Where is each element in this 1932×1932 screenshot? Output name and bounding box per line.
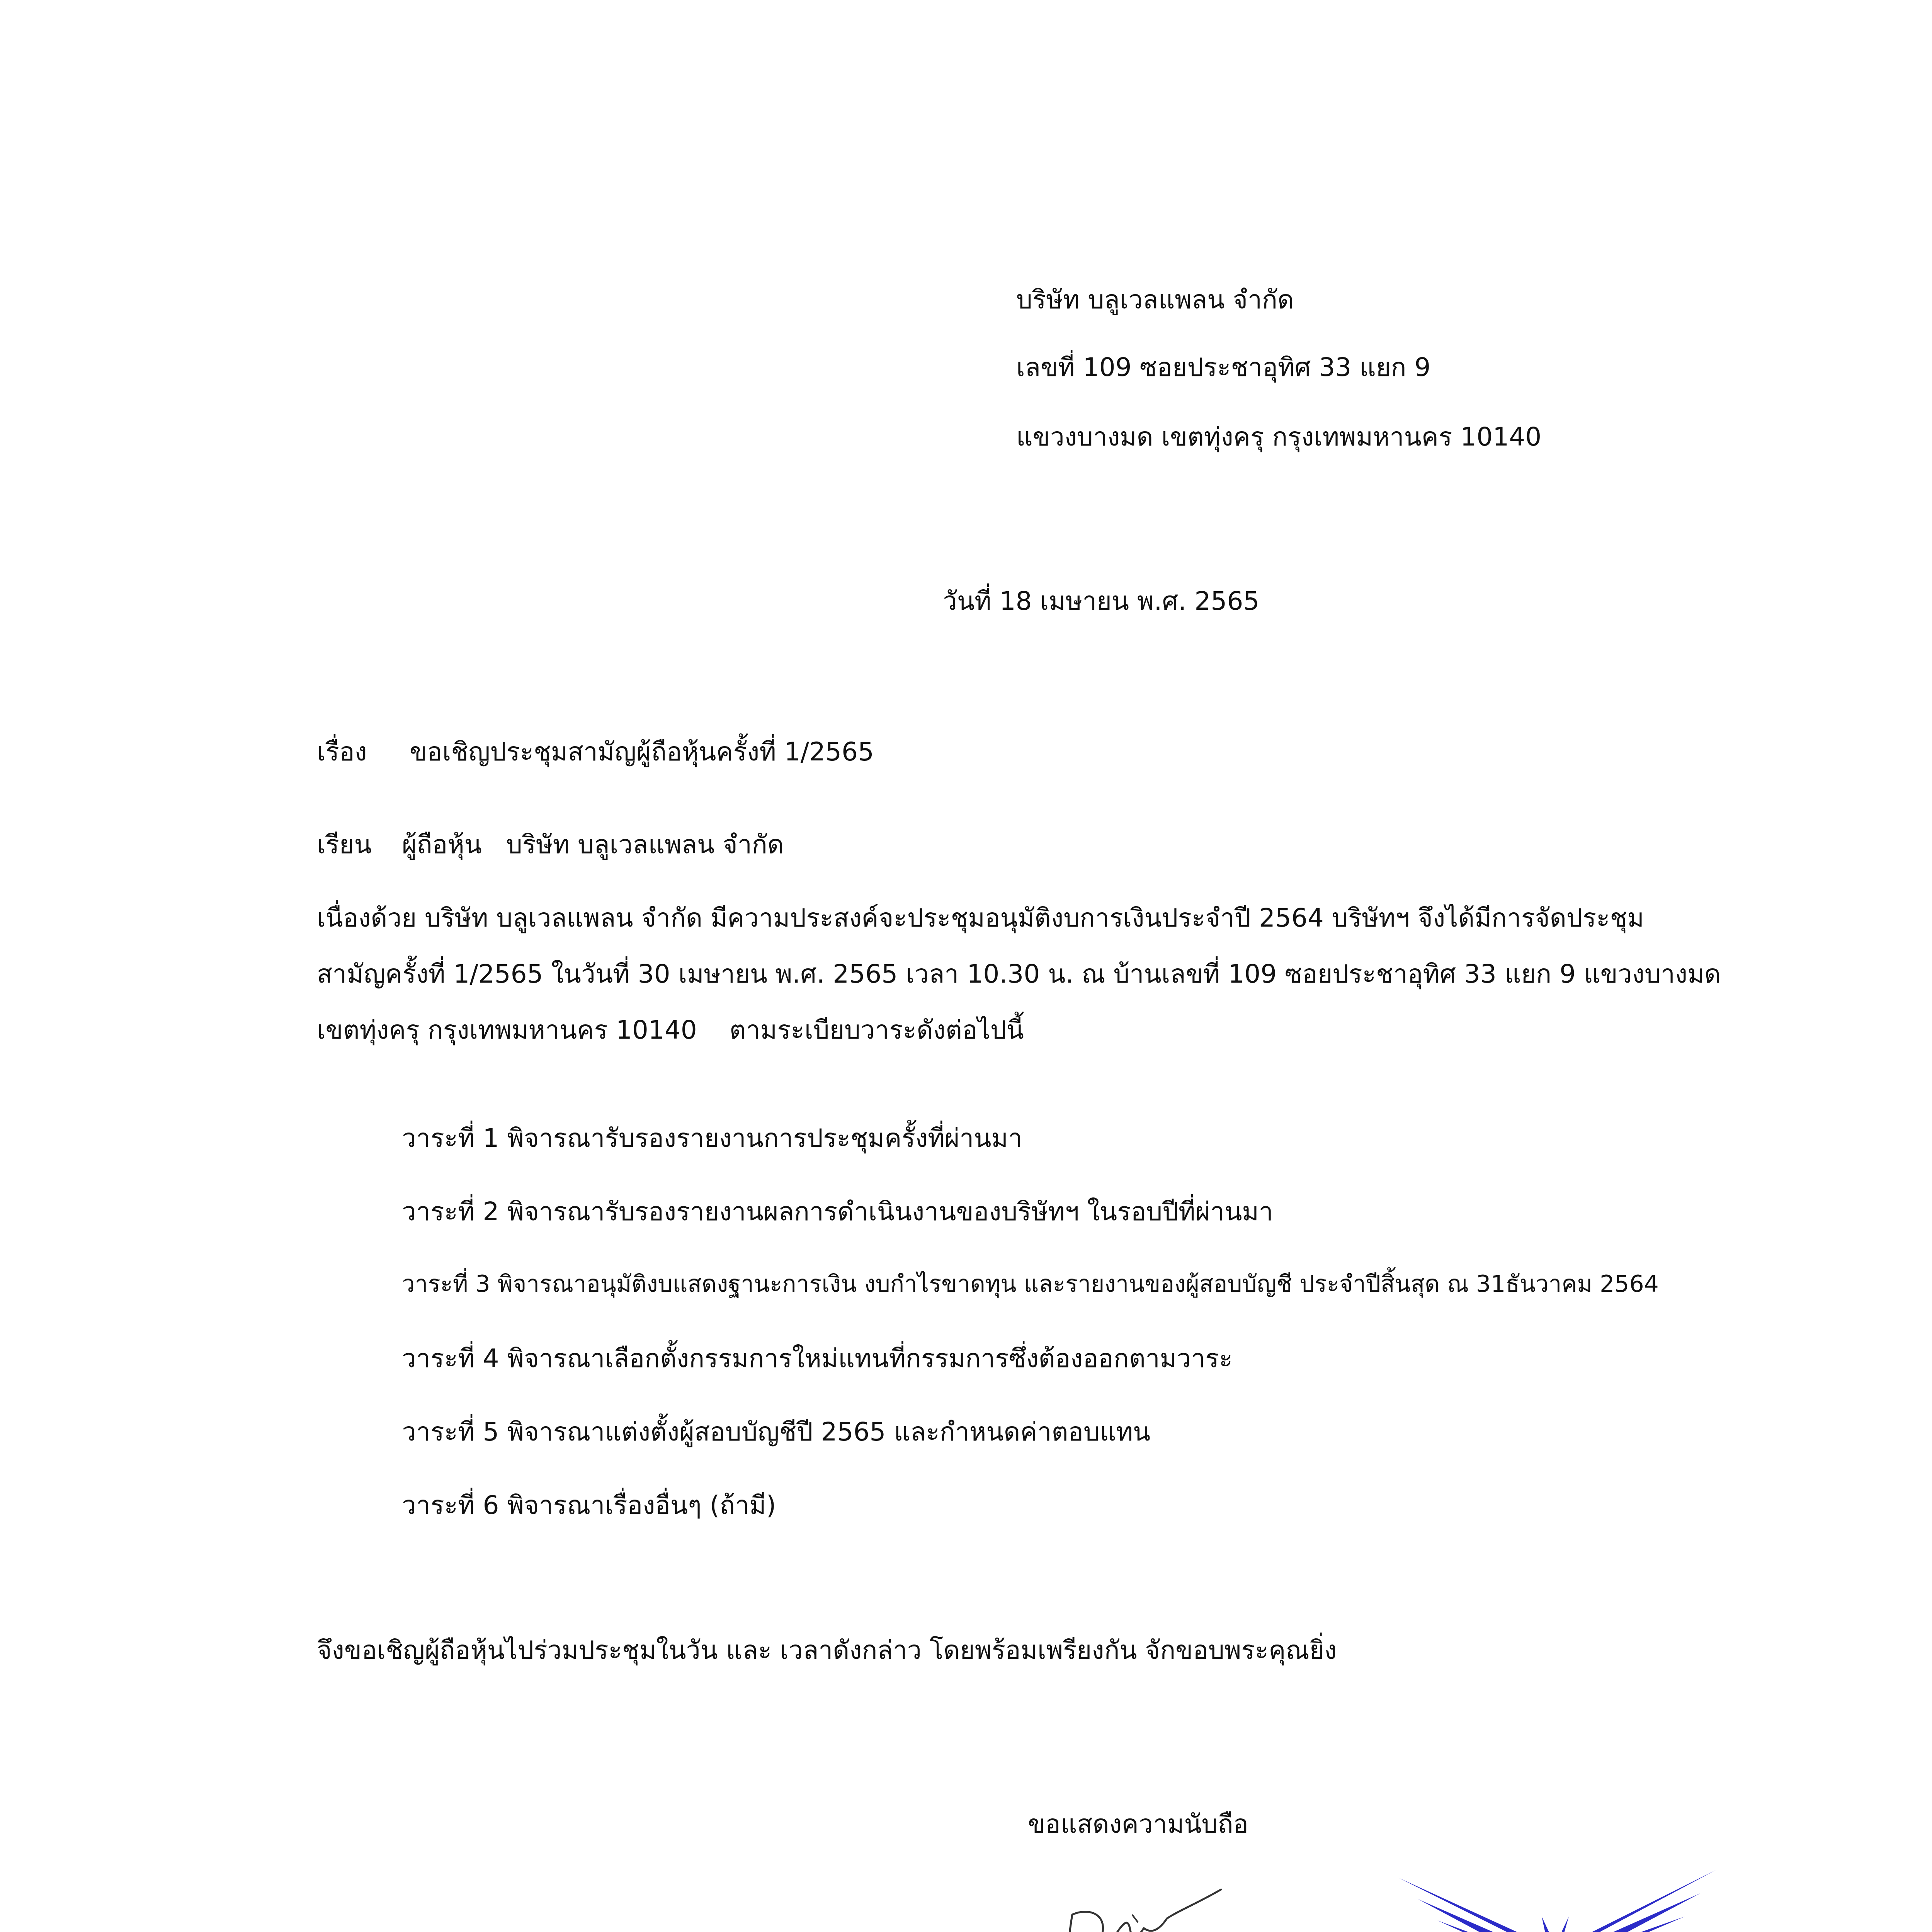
signoff: ขอแสดงความนับถือ [1028,1809,1249,1839]
sender-address-line1: เลขที่ 109 ซอยประชาอุทิศ 33 แยก 9 [1016,352,1431,382]
recipient-label: เรียน [317,830,372,859]
recipient-text: ผู้ถือหุ้น บริษัท บลูเวลแพลน จำกัด [402,830,784,859]
agenda-item: วาระที่ 5 พิจารณาแต่งตั้งผู้สอบบัญชีปี 2565 และกำหนดค่าตอบแทน [402,1417,1151,1447]
agenda-item: วาระที่ 6 พิจารณาเรื่องอื่นๆ (ถ้ามี) [402,1490,776,1520]
agenda-item: วาระที่ 2 พิจารณารับรองรายงานผลการดำเนินงานของบริษัทฯ ในรอบปีที่ผ่านมา [402,1197,1273,1226]
intro-line: เนื่องด้วย บริษัท บลูเวลแพลน จำกัด มีความประสงค์จะประชุมอนุมัติงบการเงินประจำปี 2564 บริษัทฯ จึงได้มีการจัดประชุม [317,903,1644,933]
sender-address-line2: แขวงบางมด เขตทุ่งครุ กรุงเทพมหานคร 10140 [1016,422,1542,452]
subject-label: เรื่อง [317,737,367,767]
whale-wings-logo-icon [1360,1862,1754,1932]
agenda-item: วาระที่ 1 พิจารณารับรองรายงานการประชุมครั้งที่ผ่านมา [402,1123,1023,1153]
letter-date: วันที่ 18 เมษายน พ.ศ. 2565 [943,586,1260,616]
agenda-item: วาระที่ 4 พิจารณาเลือกตั้งกรรมการใหม่แทนที่กรรมการซึ่งต้องออกตามวาระ [402,1344,1233,1373]
subject-text: ขอเชิญประชุมสามัญผู้ถือหุ้นครั้งที่ 1/2565 [410,737,874,767]
sender-company: บริษัท บลูเวลแพลน จำกัด [1016,285,1294,315]
company-stamp [1360,1862,1754,1932]
signature-image [1051,1872,1244,1932]
intro-line: เขตทุ่งครุ กรุงเทพมหานคร 10140 ตามระเบียบวาระดังต่อไปนี้ [317,1015,1024,1045]
intro-line: สามัญครั้งที่ 1/2565 ในวันที่ 30 เมษายน พ.ศ. 2565 เวลา 10.30 น. ณ บ้านเลขที่ 109 ซอยประชาอุทิศ 33 แยก 9 แขวงบางมด [317,959,1721,989]
agenda-item: วาระที่ 3 พิจารณาอนุมัติงบแสดงฐานะการเงิน งบกำไรขาดทุน และรายงานของผู้สอบบัญชี ประจำปีสิ้นสุด ณ 31ธันวาคม 2564 [402,1270,1659,1298]
recipient-line [317,831,784,859]
closing-line: จึงขอเชิญผู้ถือหุ้นไปร่วมประชุมในวัน และ เวลาดังกล่าว โดยพร้อมเพรียงกัน จักขอบพระคุณยิ่ง [317,1635,1337,1665]
subject-line [317,738,874,766]
